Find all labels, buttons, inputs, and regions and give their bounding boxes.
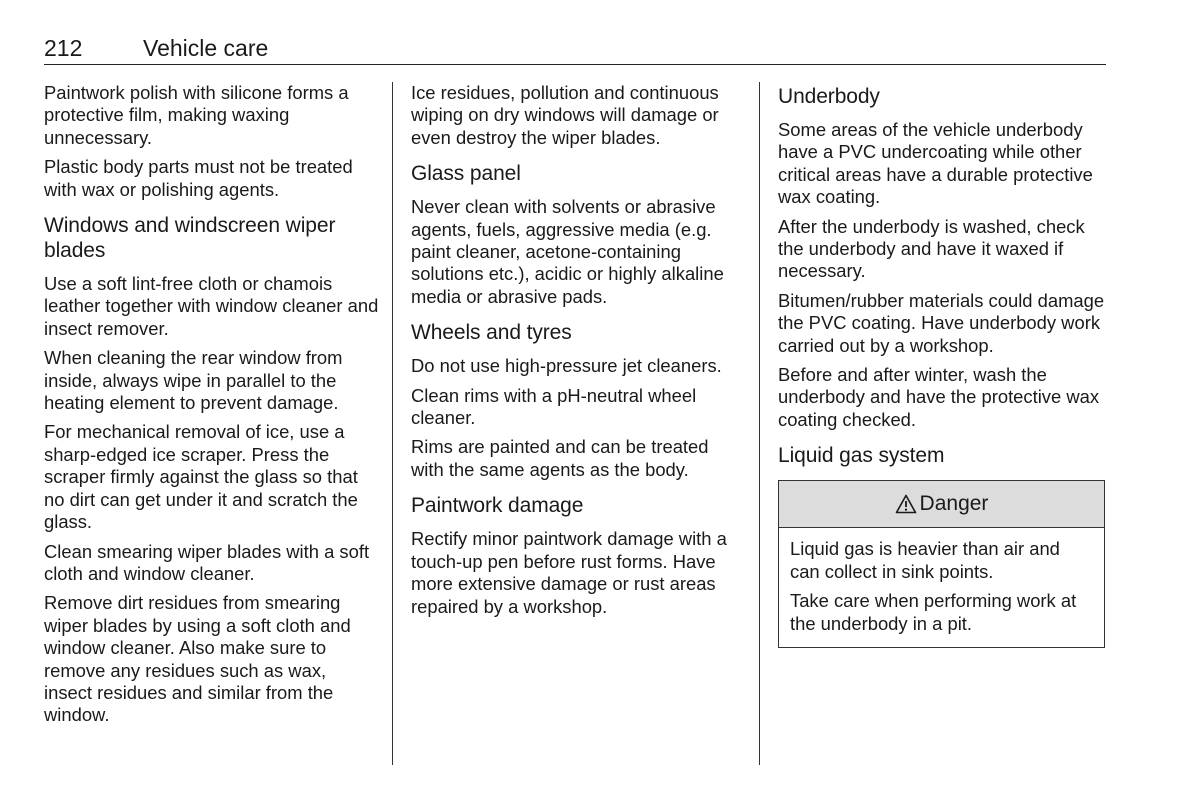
column-left (44, 82, 379, 734)
paragraph: Use a soft lint-free cloth or chamois leather together with window cleaner and insect remover. (44, 273, 379, 339)
warning-triangle-icon (895, 494, 917, 514)
column-middle (411, 82, 746, 625)
paragraph: Never clean with solvents or abrasive agents, fuels, aggressive media (e.g. paint cleaner, acetone-containing solutions etc.), acidic or highly alkaline media or abrasive pads. (411, 196, 724, 307)
column-right (778, 82, 1108, 648)
paragraph: Clean smearing wiper blades with a soft cloth and window cleaner. (44, 540, 370, 584)
column-divider (759, 82, 760, 765)
paragraph: Clean rims with a pH-neutral wheel cleaner. (411, 384, 697, 429)
heading-paintwork-damage: Paintwork damage (411, 494, 584, 518)
paragraph: Take care when performing work at the underbody in a pit. (790, 590, 1077, 634)
danger-title: Danger (919, 492, 989, 516)
paragraph: Plastic body parts must not be treated with wax or polishing agents. (44, 156, 353, 200)
paragraph: Ice residues, pollution and continuous wiping on dry windows will damage or even destroy the wiper blades. (411, 82, 719, 148)
page-number: 212 (44, 35, 83, 61)
paragraph: Do not use high-pressure jet cleaners. (411, 355, 722, 377)
paragraph: After the underbody is washed, check the underbody and have it waxed if necessary. (778, 215, 1085, 282)
danger-body (779, 528, 1104, 647)
paragraph: Some areas of the vehicle underbody have a PVC undercoating while other critical areas have a durable protective wax coating. (778, 119, 1093, 208)
heading-glass-panel: Glass panel (411, 162, 521, 186)
paragraph: Paintwork polish with silicone forms a protective film, making waxing unnecessary. (44, 82, 349, 148)
paragraph: Liquid gas is heavier than air and can collect in sink points. (790, 538, 1060, 582)
paragraph: For mechanical removal of ice, use a sharp-edged ice scraper. Press the scraper firmly against the glass so that no dirt can get under it and scratch the glass. (44, 421, 358, 533)
paragraph: When cleaning the rear window from inside, always wipe in parallel to the heating element to prevent damage. (44, 347, 343, 414)
paragraph: Remove dirt residues from smearing wiper blades by using a soft cloth and window cleaner. Also make sure to remove any residues such as wax, insect residues and similar from the window. (44, 592, 351, 726)
heading-underbody: Underbody (778, 85, 880, 108)
heading-windows-wiper-blades: Windows and windscreen wiper blades (44, 214, 336, 263)
heading-liquid-gas-system: Liquid gas system (778, 444, 945, 468)
paragraph: Rectify minor paintwork damage with a touch-up pen before rust forms. Have more extensive damage or rust areas repaired by a workshop. (411, 528, 727, 617)
paragraph: Bitumen/rubber materials could damage the PVC coating. Have underbody work carried out by a workshop. (778, 289, 1105, 356)
danger-box (778, 480, 1105, 648)
paragraph: Before and after winter, wash the underbody and have the protective wax coating checked. (778, 364, 1100, 430)
heading-wheels-tyres: Wheels and tyres (411, 321, 572, 345)
section-title: Vehicle care (143, 35, 269, 61)
danger-header (779, 481, 1104, 528)
page-header (44, 34, 1106, 65)
paragraph: Rims are painted and can be treated with the same agents as the body. (411, 436, 709, 480)
column-divider (392, 82, 393, 765)
